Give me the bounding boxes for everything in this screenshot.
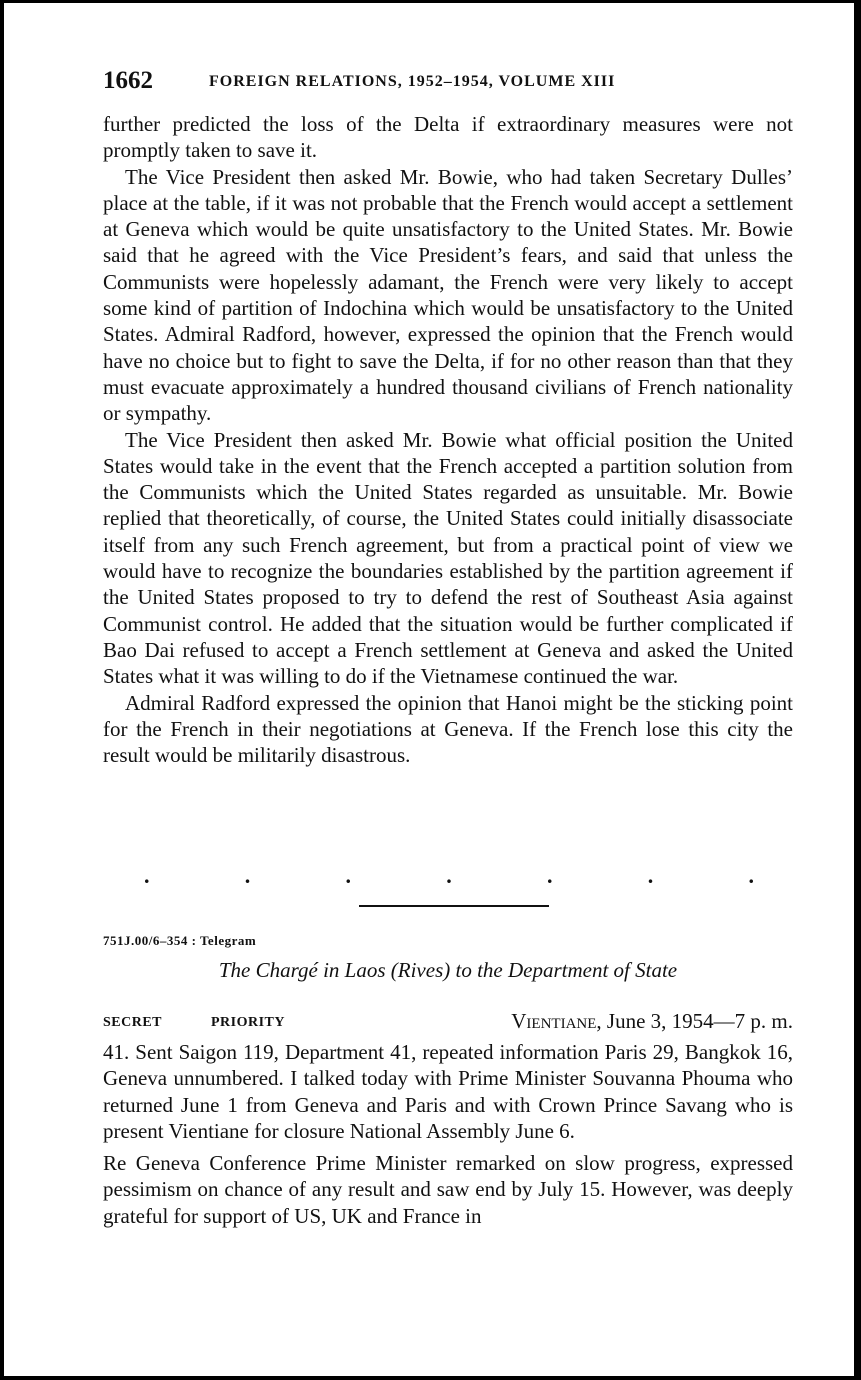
body-paragraph: Admiral Radford expressed the opinion that Hanoi might be the sticking point for the French in their negotiations at Geneva. If the French lose this city the result would be militarily disastrous. [103, 690, 793, 768]
document-file-number: 751J.00/6–354 : Telegram [103, 933, 257, 948]
omission-dot: . [144, 863, 150, 888]
telegram-paragraph: 41. Sent Saigon 119, Department 41, repeated information Paris 29, Bangkok 16, Geneva unnumbered. I talked today with Prime Minister Souvanna Phouma who returned June 1 from Geneva and Paris and with Crown Prince Savang who is present Vientiane for closure National Assembly June 6. [103, 1040, 793, 1143]
page-number: 1662 [103, 67, 153, 94]
memo-body [103, 111, 793, 768]
omission-dot: . [647, 863, 654, 888]
precedence-label: PRIORITY [211, 1015, 286, 1030]
dateline [511, 1009, 793, 1034]
classification-label: SECRET [103, 1015, 163, 1030]
document-page [4, 3, 854, 1376]
body-paragraph: further predicted the loss of the Delta if extraordinary measures were not promptly taken to save it. [103, 112, 793, 163]
page-header [103, 67, 793, 97]
omission-dot: . [547, 863, 553, 888]
omission-dots [144, 863, 754, 889]
telegram-paragraph: Re Geneva Conference Prime Minister remarked on slow progress, expressed pessimism on chance of any result and saw end by July 15. However, was deeply grateful for support of US, UK and France in [103, 1151, 793, 1228]
omission-dot: . [345, 863, 351, 888]
running-head: FOREIGN RELATIONS, 1952–1954, VOLUME XIII [209, 73, 616, 90]
classification-line [103, 1009, 793, 1037]
omission-dot: . [244, 863, 251, 888]
body-paragraph: The Vice President then asked Mr. Bowie what official position the United States would take in the event that the French accepted a partition solution from the Communists which the United States regarded as unsuitable. Mr. Bowie replied that theoretically, of course, the United States could initially disassociate itself from any such French agreement, but from a practical point of view we would have to recognize the boundaries established by the partition agreement if the United States proposed to try to defend the rest of Southeast Asia against Communist control. He added that the situation would be further complicated if Bao Dai refused to accept a French settlement at Geneva and asked the United States what it was willing to do if the Vietnamese continued the war. [103, 427, 793, 689]
omission-dot: . [748, 863, 754, 888]
body-paragraph: The Vice President then asked Mr. Bowie, who had taken Secretary Dulles’ place at the table, if it was not probable that the French would accept a settlement at Geneva which would be quite unsatisfactory to the United States. Mr. Bowie said that he agreed with the Vice President’s fears, and said that unless the Communists were hopelessly adamant, the French were very likely to accept some kind of partition of Indochina which would be unsatisfactory to the United States. Admiral Radford, however, expressed the opinion that the French would have no choice but to fight to save the Delta, if for no other reason than that they must evacuate approximately a hundred thousand civilians of French nationality or sympathy. [103, 164, 793, 426]
dateline-date: June 3, 1954—7 p. m. [606, 1009, 793, 1033]
omission-dot: . [446, 863, 452, 888]
document-title: The Chargé in Laos (Rives) to the Department of State [218, 958, 678, 982]
dateline-place: Vientiane, [511, 1009, 602, 1033]
section-divider [359, 905, 549, 907]
telegram-body [103, 1039, 793, 1235]
